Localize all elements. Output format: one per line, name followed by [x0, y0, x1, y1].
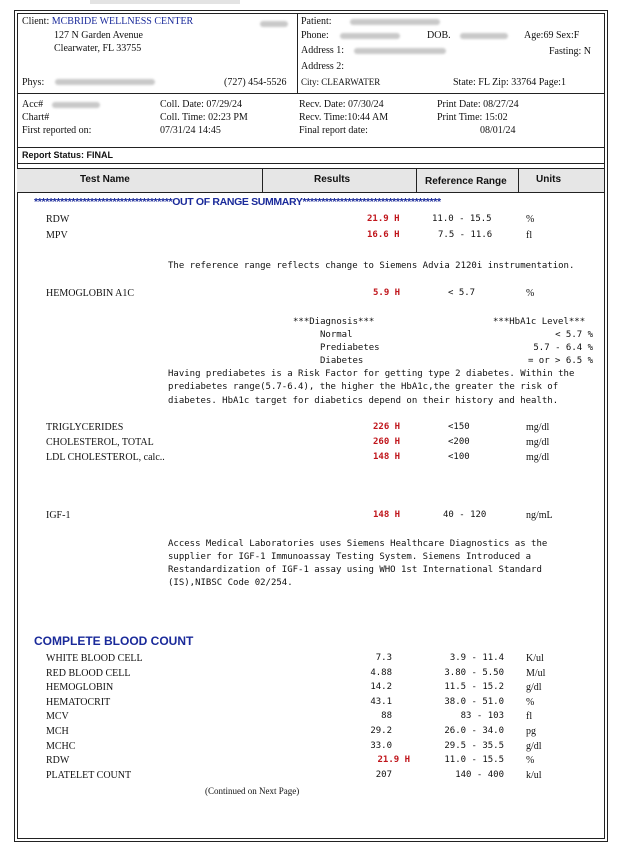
acc-label: Acc# [22, 99, 44, 110]
patient-label: Patient: [301, 16, 332, 27]
coll-time: Coll. Time: 02:23 PM [160, 112, 248, 123]
city: City: CLEARWATER [301, 77, 381, 87]
report-status: Report Status: FINAL [22, 150, 113, 160]
lipid-chol-name: CHOLESTEROL, TOTAL [46, 437, 154, 448]
lipid-ldl-result: 148 H [373, 452, 401, 462]
diagnosis-text-3: diabetes. HbA1c target for diabetics depend on their history and health. [168, 396, 559, 406]
meta-bottom-line [17, 147, 604, 148]
cbc-row-name: WHITE BLOOD CELL [46, 653, 143, 664]
cbc-row-unit: pg [526, 726, 536, 737]
state-zip-page: State: FL Zip: 33764 Page:1 [453, 77, 566, 88]
cbc-row-name: PLATELET COUNT [46, 770, 132, 781]
cbc-row-unit: k/ul [526, 770, 542, 781]
cbc-row-result: 7.3 [375, 653, 392, 663]
cbc-row-result: 29.2 [370, 726, 392, 736]
cbc-row-result: 14.2 [370, 682, 392, 692]
lipid-ldl-unit: mg/dl [526, 452, 550, 463]
address-1-label: Address 1: [301, 45, 345, 56]
cbc-row-ref: 11.5 - 15.2 [444, 682, 504, 692]
lipid-ldl-ref: <100 [448, 452, 470, 462]
siemens-note: The reference range reflects change to Siemens Advia 2120i instrumentation. [168, 261, 575, 271]
summary-rdw-unit: % [526, 214, 535, 225]
igf-ref: 40 - 120 [443, 510, 487, 520]
client-address-2: Clearwater, FL 33755 [54, 43, 142, 54]
diagnosis-normal-level: < 5.7 % [555, 330, 593, 340]
cbc-row-unit: K/ul [526, 653, 544, 664]
lipid-trig-name: TRIGLYCERIDES [46, 422, 124, 433]
col-units: Units [536, 174, 561, 185]
summary-rdw-result: 21.9 H [367, 214, 400, 224]
col-divider-1 [262, 168, 263, 192]
igf-name: IGF-1 [46, 510, 71, 521]
summary-mpv-unit: fl [526, 230, 533, 241]
cbc-row-unit: g/dl [526, 682, 542, 693]
print-date: Print Date: 08/27/24 [437, 99, 519, 110]
igf-result: 148 H [373, 510, 401, 520]
final-date-value: 08/01/24 [480, 125, 516, 136]
cbc-row-name: MCHC [46, 741, 76, 752]
summary-mpv-result: 16.6 H [367, 230, 400, 240]
continued-note: (Continued on Next Page) [205, 786, 300, 796]
lipid-chol-result: 260 H [373, 437, 401, 447]
col-results: Results [314, 174, 351, 185]
client-redacted-id [260, 18, 288, 29]
cbc-row-unit: % [526, 755, 535, 766]
cbc-row-name: HEMOGLOBIN [46, 682, 114, 693]
first-reported-label: First reported on: [22, 125, 92, 136]
igf-note-4: (IS),NIBSC Code 02/254. [168, 578, 293, 588]
cbc-row-name: RDW [46, 755, 70, 766]
diagnosis-diabetes: Diabetes [320, 356, 364, 366]
diagnosis-text-2: prediabetes range(5.7-6.4), the higher the HbA1c,the greater the risk of [168, 382, 559, 392]
final-report-date-label: Final report date: [299, 125, 368, 136]
phys-phone: (727) 454-5526 [224, 77, 287, 88]
phone-redacted [340, 30, 400, 41]
lipid-trig-unit: mg/dl [526, 422, 550, 433]
summary-title: *************************************OUT OF RANGE SUMMARY************************************* [34, 196, 441, 208]
client-address-1: 127 N Garden Avenue [54, 30, 143, 41]
col-test-name: Test Name [80, 174, 130, 185]
cbc-row-ref: 3.9 - 11.4 [449, 653, 504, 663]
col-divider-2 [416, 168, 417, 192]
a1c-result: 5.9 H [373, 288, 401, 298]
summary-mpv-ref: 7.5 - 11.6 [438, 230, 493, 240]
recv-time: Recv. Time:10:44 AM [299, 112, 389, 123]
cbc-row-result: 207 [375, 770, 392, 780]
header-bottom-line [17, 93, 604, 94]
address-1-redacted [354, 45, 446, 56]
cbc-row-result: 4.88 [370, 668, 392, 678]
lipid-trig-ref: <150 [448, 422, 470, 432]
col-reference: Reference Range [425, 176, 507, 187]
summary-rdw-ref: 11.0 - 15.5 [432, 214, 492, 224]
a1c-ref: < 5.7 [448, 288, 476, 298]
summary-rdw-name: RDW [46, 214, 70, 225]
diagnosis-prediabetes: Prediabetes [320, 343, 380, 353]
lipid-chol-ref: <200 [448, 437, 470, 447]
cbc-row-unit: M/ul [526, 668, 546, 679]
a1c-name: HEMOGLOBIN A1C [46, 288, 135, 299]
cbc-row-ref: 3.80 - 5.50 [444, 668, 504, 678]
cbc-row-result: 88 [381, 711, 392, 721]
client-label: Client: [22, 16, 50, 27]
chart-label: Chart# [22, 112, 50, 123]
cbc-row-name: RED BLOOD CELL [46, 668, 131, 679]
top-logo-remnant [90, 0, 240, 4]
dob-label: DOB. [427, 30, 451, 41]
cbc-row-ref: 140 - 400 [455, 770, 504, 780]
igf-unit: ng/mL [526, 510, 553, 521]
diagnosis-normal: Normal [320, 330, 353, 340]
cbc-row-ref: 38.0 - 51.0 [444, 697, 504, 707]
phys-redacted [55, 76, 155, 87]
cbc-row-result: 43.1 [370, 697, 392, 707]
coll-date: Coll. Date: 07/29/24 [160, 99, 242, 110]
phys-label: Phys: [22, 77, 45, 88]
diagnosis-diabetes-level: = or > 6.5 % [527, 356, 593, 366]
client-line [22, 16, 193, 27]
address-2-label: Address 2: [301, 61, 345, 72]
diagnosis-prediabetes-level: 5.7 - 6.4 % [533, 343, 593, 353]
lipid-ldl-name: LDL CHOLESTEROL, calc.. [46, 452, 165, 463]
cbc-row-ref: 29.5 - 35.5 [444, 741, 504, 751]
cbc-row-result: 21.9 H [377, 755, 410, 765]
patient-redacted [350, 16, 440, 27]
cbc-row-unit: g/dl [526, 741, 542, 752]
col-divider-3 [518, 168, 519, 192]
cbc-row-name: HEMATOCRIT [46, 697, 111, 708]
cbc-row-name: MCH [46, 726, 69, 737]
igf-note-2: supplier for IGF-1 Immunoassay Testing System. Siemens Introduced a [168, 552, 532, 562]
status-bottom-line [17, 163, 604, 164]
first-reported-value: 07/31/24 14:45 [160, 125, 221, 136]
cbc-row-ref: 83 - 103 [460, 711, 504, 721]
client-name: MCBRIDE WELLNESS CENTER [51, 16, 194, 27]
acc-redacted [52, 99, 100, 110]
cbc-row-name: MCV [46, 711, 69, 722]
header-divider [297, 13, 298, 93]
recv-date: Recv. Date: 07/30/24 [299, 99, 384, 110]
igf-note-1: Access Medical Laboratories uses Siemens Healthcare Diagnostics as the [168, 539, 548, 549]
phone-label: Phone: [301, 30, 329, 41]
diagnosis-head-left: ***Diagnosis*** [293, 317, 375, 327]
diagnosis-head-right: ***HbA1c Level*** [493, 317, 586, 327]
cbc-row-ref: 26.0 - 34.0 [444, 726, 504, 736]
print-time: Print Time: 15:02 [437, 112, 508, 123]
age-sex: Age:69 Sex:F [524, 30, 580, 41]
cbc-row-unit: fl [526, 711, 533, 722]
igf-note-3: Restandardization of IGF-1 assay using WHO 1st International Standard [168, 565, 542, 575]
cbc-title: COMPLETE BLOOD COUNT [34, 634, 194, 648]
summary-mpv-name: MPV [46, 230, 68, 241]
fasting: Fasting: N [549, 46, 591, 57]
cbc-row-result: 33.0 [370, 741, 392, 751]
a1c-unit: % [526, 288, 535, 299]
dob-redacted [460, 30, 508, 41]
diagnosis-text-1: Having prediabetes is a Risk Factor for getting type 2 diabetes. Within the [168, 369, 575, 379]
lipid-trig-result: 226 H [373, 422, 401, 432]
lipid-chol-unit: mg/dl [526, 437, 550, 448]
cbc-row-unit: % [526, 697, 535, 708]
cbc-row-ref: 11.0 - 15.5 [444, 755, 504, 765]
